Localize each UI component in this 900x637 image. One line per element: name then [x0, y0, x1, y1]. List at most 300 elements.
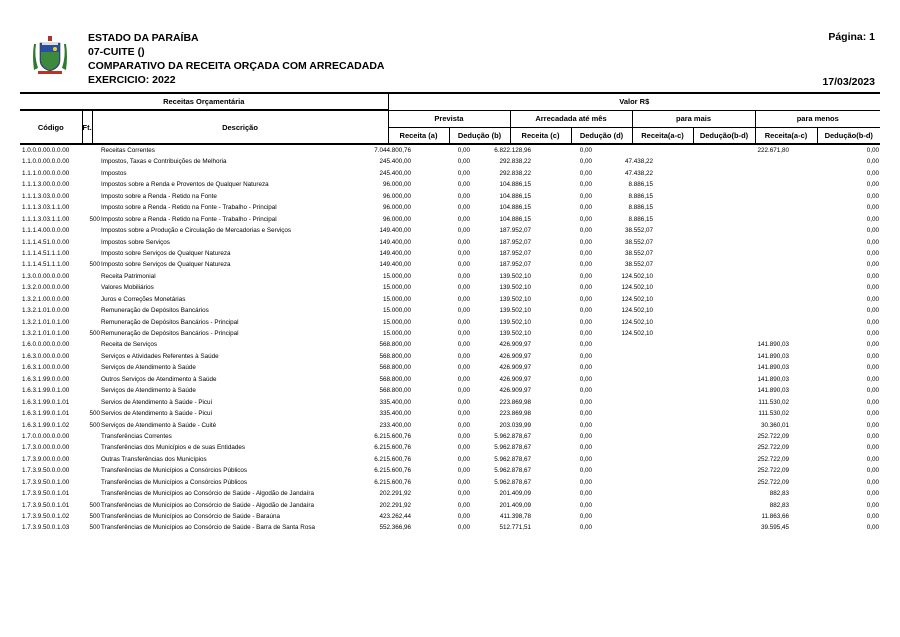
row-receita-prevista: 149.400,00	[379, 261, 411, 269]
row-receita-prevista: 245.400,00	[379, 169, 411, 177]
row-deducao-arrecadada: 0,00	[579, 227, 592, 235]
row-deducao-para-menos: 0,00	[866, 490, 879, 498]
row-description: Serviços de Atendimento à Saúde - Cuité	[101, 421, 217, 429]
row-deducao-para-menos: 0,00	[866, 387, 879, 395]
row-receita-arrecadada: 104.886,15	[499, 192, 531, 200]
row-receita-arrecadada: 223.869,98	[499, 410, 531, 418]
row-receita-para-menos: 141.890,03	[757, 387, 789, 395]
row-deducao-arrecadada: 0,00	[579, 410, 592, 418]
row-deducao-arrecadada: 0,00	[579, 238, 592, 246]
row-receita-arrecadada: 411.398,78	[499, 513, 531, 520]
row-deducao-arrecadada: 0,00	[579, 272, 592, 280]
row-code: 1.1.1.3.00.0.0.00	[22, 181, 70, 189]
row-receita-para-menos: 30.360,01	[760, 421, 789, 429]
row-deducao-para-menos: 0,00	[866, 455, 879, 463]
row-code: 1.3.0.0.00.0.0.00	[22, 272, 70, 280]
table-row	[20, 305, 880, 316]
table-row	[20, 339, 880, 350]
header-mais-deducao: Dedução(b-d)	[693, 127, 755, 144]
row-code: 1.7.3.9.50.0.1.01	[22, 490, 70, 498]
row-receita-prevista: 6.215.600,76	[374, 444, 411, 452]
row-description: Transferências de Municípios ao Consórcio de Saúde - Barra de Santa Rosa	[101, 524, 315, 532]
row-receita-prevista: 202.291,92	[379, 490, 411, 498]
row-description: Impostos sobre Serviços	[101, 238, 170, 246]
row-deducao-para-menos: 0,00	[866, 204, 879, 212]
table-row	[20, 271, 880, 282]
row-deducao-prevista: 0,00	[457, 478, 470, 486]
table-row	[20, 522, 880, 533]
row-receita-prevista: 6.215.600,76	[374, 478, 411, 486]
row-description: Servios de Atendimento à Saúde - Picuí	[101, 398, 213, 406]
row-deducao-para-menos: 0,00	[866, 513, 879, 520]
header-para-mais: para mais	[632, 110, 755, 127]
row-deducao-prevista: 0,00	[457, 204, 470, 212]
row-deducao-para-menos: 0,00	[866, 238, 879, 246]
row-code: 1.1.1.3.03.0.0.00	[22, 192, 70, 200]
row-receita-arrecadada: 292.838,22	[499, 158, 531, 166]
row-receita-prevista: 568.800,00	[379, 375, 411, 383]
row-receita-prevista: 335.400,00	[379, 398, 411, 406]
row-receita-prevista: 245.400,00	[379, 158, 411, 166]
row-deducao-arrecadada: 0,00	[579, 158, 592, 166]
row-receita-prevista: 568.800,00	[379, 352, 411, 360]
row-receita-prevista: 149.400,00	[379, 227, 411, 235]
row-description: Remuneração de Depósitos Bancários - Principal	[101, 318, 239, 326]
table-row	[20, 362, 880, 373]
table-row	[20, 351, 880, 362]
row-deducao-para-menos: 0,00	[866, 158, 879, 166]
row-description: Transferências de Municípios ao Consórcio de Saúde - Algodão de Jandaíra	[101, 490, 314, 498]
row-receita-prevista: 149.400,00	[379, 249, 411, 257]
row-receita-prevista: 233.400,00	[379, 421, 411, 429]
row-code: 1.7.3.9.50.0.1.03	[22, 524, 70, 532]
row-description: Imposto sobre a Renda - Retido na Fonte - Trabalho - Principal	[101, 204, 277, 212]
row-receita-prevista: 96.000,00	[382, 192, 411, 200]
row-receita-arrecadada: 5.962.878,67	[494, 432, 531, 440]
row-code: 1.7.3.9.50.0.1.00	[22, 478, 70, 486]
row-deducao-para-menos: 0,00	[866, 478, 879, 486]
row-deducao-arrecadada: 0,00	[579, 284, 592, 292]
row-deducao-arrecadada: 0,00	[579, 295, 592, 303]
row-deducao-arrecadada: 0,00	[579, 524, 592, 532]
row-deducao-arrecadada: 0,00	[579, 467, 592, 475]
row-receita-prevista: 335.400,00	[379, 410, 411, 418]
table-row	[20, 511, 880, 522]
row-deducao-para-menos: 0,00	[866, 421, 879, 429]
row-receita-para-mais: 38.552,07	[624, 249, 653, 257]
row-fonte: 500	[89, 261, 100, 269]
row-receita-prevista: 423.262,44	[379, 513, 411, 520]
row-deducao-prevista: 0,00	[457, 215, 470, 223]
row-deducao-para-menos: 0,00	[866, 375, 879, 383]
row-deducao-arrecadada: 0,00	[579, 192, 592, 200]
logo-crown	[42, 42, 58, 45]
row-fonte: 500	[89, 330, 100, 337]
row-receita-prevista: 15.000,00	[382, 318, 411, 326]
row-deducao-prevista: 0,00	[457, 295, 470, 303]
row-receita-arrecadada: 5.962.878,67	[494, 444, 531, 452]
row-deducao-prevista: 0,00	[457, 467, 470, 475]
row-code: 1.7.3.0.00.0.0.00	[22, 444, 70, 452]
row-deducao-prevista: 0,00	[457, 192, 470, 200]
row-receita-prevista: 15.000,00	[382, 307, 411, 315]
row-receita-prevista: 15.000,00	[382, 284, 411, 292]
row-deducao-prevista: 0,00	[457, 490, 470, 498]
row-fonte: 500	[89, 421, 100, 429]
row-receita-arrecadada: 512.771,51	[499, 524, 531, 532]
row-receita-para-menos: 222.671,80	[757, 147, 789, 154]
row-description: Transferências de Municípios a Consórcios Públicos	[101, 467, 248, 475]
row-deducao-para-menos: 0,00	[866, 410, 879, 418]
row-deducao-prevista: 0,00	[457, 398, 470, 406]
row-code: 1.6.3.1.99.0.1.00	[22, 387, 70, 395]
row-deducao-arrecadada: 0,00	[579, 204, 592, 212]
logo-right-branch	[62, 44, 67, 70]
row-deducao-prevista: 0,00	[457, 513, 470, 520]
row-code: 1.7.3.9.50.0.1.01	[22, 501, 70, 509]
row-deducao-prevista: 0,00	[457, 524, 470, 532]
row-deducao-prevista: 0,00	[457, 169, 470, 177]
row-description: Serviços de Atendimento à Saúde	[101, 387, 196, 395]
row-receita-para-mais: 38.552,07	[624, 261, 653, 269]
row-deducao-para-menos: 0,00	[866, 341, 879, 349]
row-receita-para-mais: 38.552,07	[624, 227, 653, 235]
row-deducao-arrecadada: 0,00	[579, 490, 592, 498]
header-menos-deducao: Dedução(b-d)	[817, 127, 880, 144]
row-receita-para-mais: 8.886,15	[628, 204, 653, 212]
row-deducao-para-menos: 0,00	[866, 261, 879, 269]
row-code: 1.1.1.4.51.1.1.00	[22, 261, 70, 269]
row-deducao-prevista: 0,00	[457, 238, 470, 246]
row-receita-arrecadada: 139.502,10	[499, 318, 531, 326]
row-receita-arrecadada: 104.886,15	[499, 181, 531, 189]
table-row	[20, 442, 880, 453]
row-code: 1.6.3.1.99.0.1.02	[22, 421, 70, 429]
table-row	[20, 328, 880, 339]
page-number: Página: 1	[828, 31, 875, 43]
row-deducao-prevista: 0,00	[457, 387, 470, 395]
row-receita-para-mais: 47.438,22	[624, 169, 653, 177]
row-code: 1.6.3.1.99.0.1.01	[22, 410, 70, 418]
table-row	[20, 465, 880, 476]
row-deducao-prevista: 0,00	[457, 341, 470, 349]
row-deducao-prevista: 0,00	[457, 432, 470, 440]
row-receita-para-mais: 124.502,10	[621, 272, 653, 280]
row-deducao-para-menos: 0,00	[866, 330, 879, 337]
row-code: 1.1.0.0.00.0.0.00	[22, 158, 70, 166]
row-description: Impostos sobre a Produção e Circulação de Mercadorias e Serviços	[101, 227, 292, 235]
row-receita-para-menos: 141.890,03	[757, 352, 789, 360]
table-row	[20, 191, 880, 202]
row-description: Imposto sobre a Renda - Retido na Fonte	[101, 192, 217, 200]
row-receita-para-menos: 141.890,03	[757, 375, 789, 383]
header-receita-a: Receita (a)	[388, 127, 449, 144]
row-receita-arrecadada: 104.886,15	[499, 215, 531, 223]
row-receita-para-mais: 124.502,10	[621, 284, 653, 292]
row-deducao-para-menos: 0,00	[866, 432, 879, 440]
row-deducao-arrecadada: 0,00	[579, 147, 592, 154]
row-code: 1.3.2.0.00.0.0.00	[22, 284, 70, 292]
row-deducao-arrecadada: 0,00	[579, 169, 592, 177]
row-receita-arrecadada: 139.502,10	[499, 272, 531, 280]
row-description: Remuneração de Depósitos Bancários - Principal	[101, 330, 239, 337]
row-receita-arrecadada: 426.909,97	[499, 352, 531, 360]
report-date: 17/03/2023	[822, 76, 875, 88]
row-description: Impostos, Taxas e Contribuições de Melhoria	[101, 158, 227, 166]
row-code: 1.6.3.1.99.0.0.00	[22, 375, 70, 383]
report-title: COMPARATIVO DA RECEITA ORÇADA COM ARRECADADA	[88, 60, 385, 72]
row-deducao-arrecadada: 0,00	[579, 387, 592, 395]
header-mais-receita: Receita(a-c)	[632, 127, 693, 144]
row-receita-para-menos: 111.530,02	[758, 398, 789, 406]
row-deducao-arrecadada: 0,00	[579, 513, 592, 520]
row-deducao-para-menos: 0,00	[866, 215, 879, 223]
table-row	[20, 317, 880, 328]
row-deducao-prevista: 0,00	[457, 352, 470, 360]
table-row	[20, 374, 880, 385]
row-description: Transferências de Municípios ao Consórcio de Saúde - Algodão de Jandaíra	[101, 501, 314, 509]
header-ft: Ft.	[82, 110, 92, 144]
row-code: 1.6.3.1.00.0.0.00	[22, 364, 70, 372]
row-deducao-para-menos: 0,00	[866, 501, 879, 509]
row-description: Imposto sobre Serviços de Qualquer Natureza	[101, 261, 231, 269]
row-receita-para-mais: 47.438,22	[624, 158, 653, 166]
row-deducao-prevista: 0,00	[457, 158, 470, 166]
table-row	[20, 454, 880, 465]
row-code: 1.1.1.4.51.1.1.00	[22, 249, 70, 257]
row-receita-para-mais: 124.502,10	[621, 318, 653, 326]
table-row	[20, 477, 880, 488]
row-receita-prevista: 568.800,00	[379, 364, 411, 372]
row-code: 1.3.2.1.01.0.1.00	[22, 330, 70, 337]
row-receita-prevista: 568.800,00	[379, 387, 411, 395]
row-code: 1.6.0.0.00.0.0.00	[22, 341, 70, 349]
row-receita-arrecadada: 5.962.878,67	[494, 467, 531, 475]
row-deducao-prevista: 0,00	[457, 227, 470, 235]
row-deducao-arrecadada: 0,00	[579, 215, 592, 223]
table-row	[20, 397, 880, 408]
row-deducao-prevista: 0,00	[457, 261, 470, 269]
header-codigo: Código	[20, 110, 82, 144]
row-receita-para-menos: 39.595,45	[760, 524, 789, 532]
row-deducao-arrecadada: 0,00	[579, 261, 592, 269]
table-row	[20, 259, 880, 270]
row-deducao-arrecadada: 0,00	[579, 352, 592, 360]
row-receita-arrecadada: 5.962.878,67	[494, 455, 531, 463]
row-description: Transferências de Municípios ao Consórcio de Saúde - Baraúna	[101, 513, 280, 520]
row-receita-para-menos: 252.722,09	[757, 478, 789, 486]
header-arrecadada: Arrecadada até mês	[510, 110, 632, 127]
row-receita-arrecadada: 139.502,10	[499, 307, 531, 315]
row-deducao-arrecadada: 0,00	[579, 249, 592, 257]
table-row	[20, 225, 880, 236]
row-receita-arrecadada: 139.502,10	[499, 284, 531, 292]
row-description: Outros Serviços de Atendimento à Saúde	[101, 375, 217, 383]
row-deducao-para-menos: 0,00	[866, 524, 879, 532]
row-deducao-arrecadada: 0,00	[579, 501, 592, 509]
row-deducao-arrecadada: 0,00	[579, 398, 592, 406]
header-receita-c: Receita (c)	[510, 127, 571, 144]
row-receita-para-mais: 124.502,10	[621, 307, 653, 315]
row-fonte: 500	[89, 524, 100, 532]
row-fonte: 500	[89, 513, 100, 520]
row-receita-arrecadada: 139.502,10	[499, 295, 531, 303]
row-receita-para-menos: 11.863,66	[761, 513, 789, 520]
row-receita-prevista: 6.215.600,76	[374, 467, 411, 475]
row-receita-para-mais: 124.502,10	[621, 295, 653, 303]
row-deducao-arrecadada: 0,00	[579, 341, 592, 349]
row-receita-para-menos: 252.722,09	[757, 432, 789, 440]
row-deducao-prevista: 0,00	[457, 272, 470, 280]
header-menos-receita: Receita(a-c)	[755, 127, 817, 144]
row-description: Serviços e Atividades Referentes à Saúde	[101, 352, 219, 360]
row-receita-arrecadada: 187.952,07	[499, 249, 531, 257]
row-deducao-prevista: 0,00	[457, 375, 470, 383]
row-deducao-prevista: 0,00	[457, 307, 470, 315]
row-receita-prevista: 15.000,00	[382, 272, 411, 280]
table-row	[20, 248, 880, 259]
row-receita-para-mais: 124.502,10	[621, 330, 653, 337]
row-code: 1.6.3.0.00.0.0.00	[22, 352, 70, 360]
row-description: Receita Patrimonial	[101, 272, 156, 280]
header-valor: Valor R$	[388, 93, 880, 110]
row-deducao-para-menos: 0,00	[866, 169, 879, 177]
entity-name: 07-CUITE ()	[88, 46, 145, 58]
row-code: 1.1.1.3.03.1.1.00	[22, 204, 70, 212]
row-deducao-arrecadada: 0,00	[579, 364, 592, 372]
row-deducao-para-menos: 0,00	[866, 318, 879, 326]
row-description: Imposto sobre a Renda - Retido na Fonte - Trabalho - Principal	[101, 215, 277, 223]
row-code: 1.1.1.3.03.1.1.00	[22, 215, 70, 223]
header-descricao: Descrição	[92, 110, 388, 144]
row-receita-para-mais: 8.886,15	[628, 192, 653, 200]
row-deducao-arrecadada: 0,00	[579, 478, 592, 486]
table-row	[20, 431, 880, 442]
row-deducao-para-menos: 0,00	[866, 364, 879, 372]
row-receita-para-menos: 252.722,09	[757, 444, 789, 452]
row-receita-para-mais: 8.886,15	[628, 215, 653, 223]
row-deducao-prevista: 0,00	[457, 421, 470, 429]
row-deducao-prevista: 0,00	[457, 147, 470, 154]
row-receita-arrecadada: 203.039,99	[499, 421, 531, 429]
row-receita-para-menos: 882,83	[769, 490, 789, 498]
row-deducao-prevista: 0,00	[457, 455, 470, 463]
row-description: Transferências de Municípios a Consórcios Públicos	[101, 478, 248, 486]
table-row	[20, 488, 880, 499]
table-row	[20, 214, 880, 225]
row-receita-prevista: 15.000,00	[382, 330, 411, 337]
row-receita-para-mais: 8.886,15	[628, 181, 653, 189]
row-deducao-para-menos: 0,00	[866, 227, 879, 235]
report-title-block	[88, 31, 385, 87]
state-name: ESTADO DA PARAÍBA	[88, 32, 199, 44]
row-deducao-arrecadada: 0,00	[579, 330, 592, 337]
row-receita-para-mais: 38.552,07	[624, 238, 653, 246]
row-code: 1.3.2.1.01.0.0.00	[22, 307, 70, 315]
row-receita-para-menos: 252.722,09	[757, 467, 789, 475]
table-row	[20, 202, 880, 213]
row-deducao-arrecadada: 0,00	[579, 444, 592, 452]
header-deducao-d: Dedução (d)	[571, 127, 632, 144]
row-receita-prevista: 568.800,00	[379, 341, 411, 349]
row-deducao-para-menos: 0,00	[866, 352, 879, 360]
row-description: Valores Mobiliários	[101, 284, 154, 292]
row-deducao-prevista: 0,00	[457, 330, 470, 337]
row-receita-arrecadada: 187.952,07	[499, 238, 531, 246]
row-fonte: 500	[89, 410, 100, 418]
row-deducao-para-menos: 0,00	[866, 249, 879, 257]
table-row	[20, 420, 880, 431]
row-deducao-arrecadada: 0,00	[579, 455, 592, 463]
row-receita-arrecadada: 201.409,09	[499, 490, 531, 498]
row-receita-arrecadada: 292.838,22	[499, 169, 531, 177]
row-deducao-para-menos: 0,00	[866, 398, 879, 406]
row-deducao-prevista: 0,00	[457, 249, 470, 257]
table-row	[20, 237, 880, 248]
row-code: 1.1.1.4.51.0.0.00	[22, 238, 70, 246]
row-receita-prevista: 552.366,96	[379, 524, 411, 532]
table-row	[20, 500, 880, 511]
row-deducao-prevista: 0,00	[457, 318, 470, 326]
table-body	[20, 145, 880, 534]
row-description: Impostos	[101, 169, 127, 177]
logo-left-branch	[33, 44, 38, 70]
row-code: 1.1.1.0.00.0.0.00	[22, 169, 70, 177]
row-description: Servios de Atendimento à Saúde - Picuí	[101, 410, 213, 418]
row-description: Receitas Correntes	[101, 147, 155, 154]
logo-crest	[48, 36, 52, 41]
row-code: 1.1.1.4.00.0.0.00	[22, 227, 70, 235]
row-deducao-arrecadada: 0,00	[579, 318, 592, 326]
row-receita-arrecadada: 223.869,98	[499, 398, 531, 406]
row-receita-para-menos: 141.890,03	[757, 364, 789, 372]
row-receita-prevista: 96.000,00	[382, 181, 411, 189]
row-deducao-para-menos: 0,00	[866, 295, 879, 303]
row-deducao-para-menos: 0,00	[866, 307, 879, 315]
logo-ribbon	[38, 71, 62, 74]
row-deducao-para-menos: 0,00	[866, 284, 879, 292]
table-header	[20, 92, 880, 145]
row-receita-arrecadada: 426.909,97	[499, 341, 531, 349]
row-deducao-prevista: 0,00	[457, 444, 470, 452]
row-description: Transferências dos Municípios e de suas Entidades	[101, 444, 245, 452]
row-receita-prevista: 6.215.600,76	[374, 432, 411, 440]
table-row	[20, 282, 880, 293]
row-code: 1.6.3.1.99.0.1.01	[22, 398, 70, 406]
row-deducao-prevista: 0,00	[457, 410, 470, 418]
row-receita-prevista: 15.000,00	[382, 295, 411, 303]
row-receita-arrecadada: 5.962.878,67	[494, 478, 531, 486]
row-description: Imposto sobre Serviços de Qualquer Natureza	[101, 249, 231, 257]
row-fonte: 500	[89, 215, 100, 223]
row-deducao-arrecadada: 0,00	[579, 375, 592, 383]
table-row	[20, 294, 880, 305]
row-receita-arrecadada: 426.909,97	[499, 387, 531, 395]
row-fonte: 500	[89, 501, 100, 509]
row-receita-arrecadada: 104.886,15	[499, 204, 531, 212]
row-receita-para-menos: 111.530,02	[758, 410, 789, 418]
table-row	[20, 385, 880, 396]
row-receita-arrecadada: 139.502,10	[499, 330, 531, 337]
table-row	[20, 179, 880, 190]
row-deducao-para-menos: 0,00	[866, 192, 879, 200]
row-receita-para-menos: 252.722,09	[757, 455, 789, 463]
row-code: 1.7.3.9.50.0.0.00	[22, 467, 70, 475]
row-receita-para-menos: 882,83	[769, 501, 789, 509]
table-row	[20, 156, 880, 167]
coat-of-arms-logo	[30, 36, 70, 78]
row-deducao-arrecadada: 0,00	[579, 307, 592, 315]
